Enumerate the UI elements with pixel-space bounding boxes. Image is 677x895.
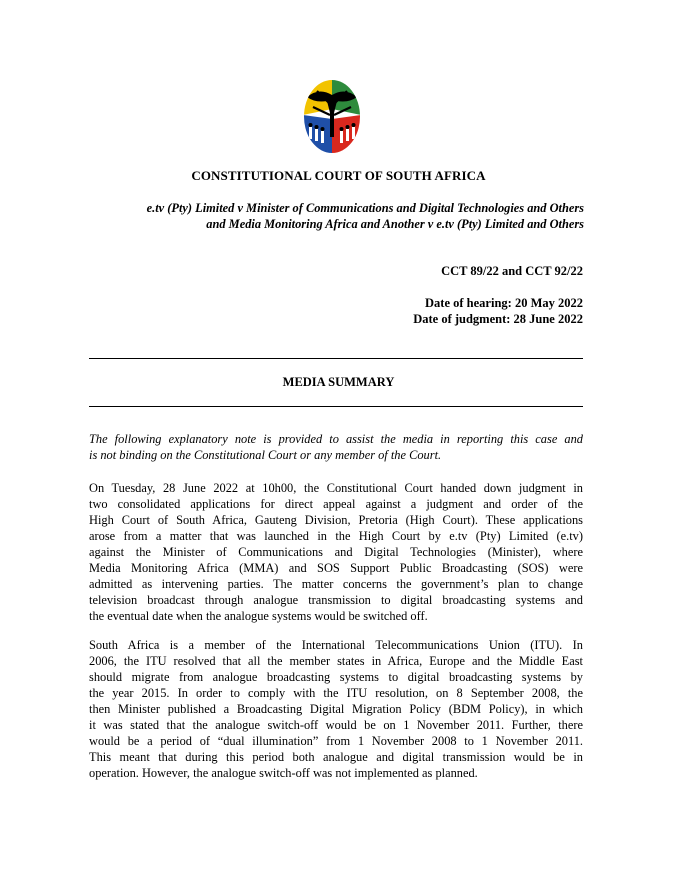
paragraph-judgment — [89, 480, 583, 624]
paragraph-line: 2006, the ITU resolved that all the member states in Africa, Europe and the Middle East — [89, 654, 583, 668]
paragraph-line: This meant that during this period both analogue and digital transmission would be in — [89, 750, 583, 764]
date-of-judgment: Date of judgment: 28 June 2022 — [413, 312, 583, 326]
paragraph-line: arose from a matter that was launched in the High Court by e.tv (Pty) Limited (e.tv) — [89, 529, 583, 543]
paragraph-line: television broadcast through analogue transmission to digital broadcasting systems and — [89, 593, 583, 607]
paragraph-itu-background — [89, 637, 583, 781]
media-summary-heading: MEDIA SUMMARY — [282, 375, 395, 389]
paragraph-line: should migrate from analogue broadcasting systems to digital broadcasting systems by — [89, 670, 583, 684]
paragraph-line: On Tuesday, 28 June 2022 at 10h00, the Constitutional Court handed down judgment in — [89, 481, 583, 495]
paragraph-line: admitted as intervening parties. The matter concerns the government’s plan to change — [89, 577, 583, 591]
divider-top — [89, 358, 583, 359]
paragraph-line: would be a period of “dual illumination” from 1 November 2008 to 1 November 2011. — [89, 734, 583, 748]
court-name-heading: CONSTITUTIONAL COURT OF SOUTH AFRICA — [191, 168, 486, 183]
note-line: is not binding on the Constitutional Court or any member of the Court. — [89, 448, 442, 462]
paragraph-line: operation. However, the analogue switch-off was not implemented as planned. — [89, 766, 478, 780]
paragraph-line: it was stated that the analogue switch-off would be on 1 November 2011. Further, there — [89, 718, 583, 732]
divider-bottom — [89, 406, 583, 407]
paragraph-line: Media Monitoring Africa (MMA) and SOS Support Public Broadcasting (SOS) were — [89, 561, 583, 575]
case-name-line: and Media Monitoring Africa and Another v e.tv (Pty) Limited and Others — [206, 217, 584, 231]
case-name-line: e.tv (Pty) Limited v Minister of Communications and Digital Technologies and Others — [146, 201, 584, 215]
paragraph-line: the eventual date when the analogue systems would be switched off. — [89, 609, 428, 623]
case-number: CCT 89/22 and CCT 92/22 — [441, 264, 583, 278]
explanatory-note — [89, 431, 583, 463]
paragraph-line: then Minister published a Broadcasting Digital Migration Policy (BDM Policy), in which — [89, 702, 583, 716]
case-names — [88, 200, 584, 232]
paragraph-line: against the Minister of Communications and Digital Technologies (Minister), where — [89, 545, 583, 559]
paragraph-line: the year 2015. In order to comply with the ITU resolution, on 8 September 2008, the — [89, 686, 583, 700]
case-dates — [300, 295, 583, 327]
note-line: The following explanatory note is provided to assist the media in reporting this case and — [89, 432, 583, 446]
date-of-hearing: Date of hearing: 20 May 2022 — [425, 296, 583, 310]
paragraph-line: South Africa is a member of the International Telecommunications Union (ITU). In — [89, 638, 583, 652]
paragraph-line: High Court of South Africa, Gauteng Division, Pretoria (High Court). These applications — [89, 513, 583, 527]
constitutional-court-tree-logo-icon — [303, 79, 361, 154]
paragraph-line: two consolidated applications for direct appeal against a judgment and order of the — [89, 497, 583, 511]
